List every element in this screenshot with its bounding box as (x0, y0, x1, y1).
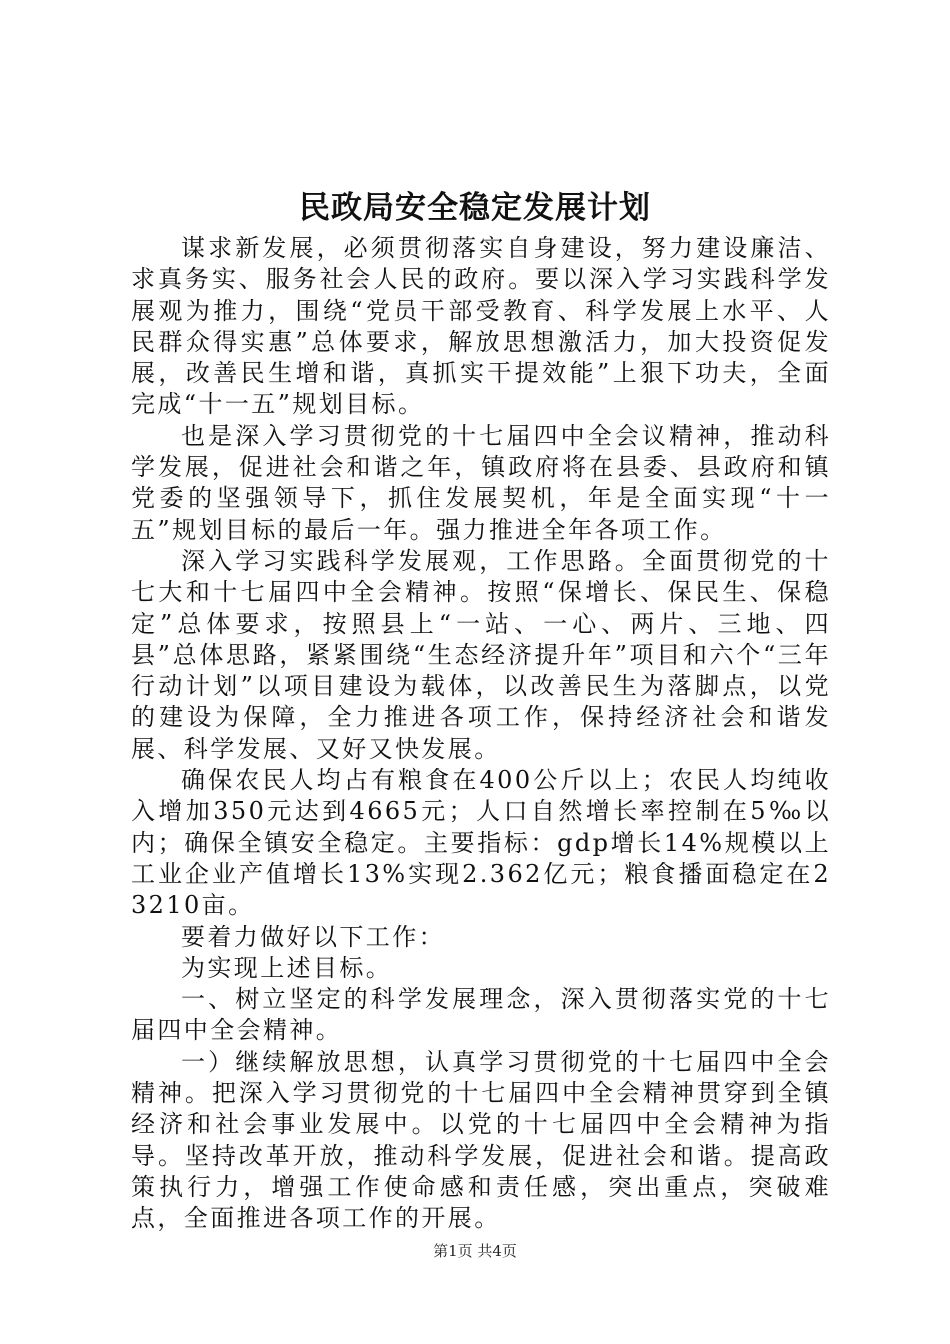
document-title: 民政局安全稳定发展计划 (299, 190, 651, 226)
paragraph-tasks-lead: 要着力做好以下工作： (181, 922, 445, 951)
paragraph-goal-lead: 为实现上述目标。 (181, 953, 393, 982)
paragraph-work-approach: 深入学习实践科学发展观，工作思路。全面贯彻党的十七大和十七届四中全会精神。按照“保增长、保民生、保稳定”总体要求，按照县上“一站、一心、两片、三地、四县”总体思路，紧紧围绕“生态经济提升年”项目和六个“三年行动计划”以项目建设为载体，以改善民生为落脚点，以党的建设为保障，全力推进各项工作，保持经济社会和谐发展、科学发展、又好又快发展。 (131, 546, 831, 763)
document-body (131, 233, 831, 1235)
paragraph-year-background: 也是深入学习贯彻党的十七届四中全会议精神，推动科学发展，促进社会和谐之年，镇政府将在县委、县政府和镇党委的坚强领导下，抓住发展契机，年是全面实现“十一五”规划目标的最后一年。强力推进全年各项工作。 (131, 421, 831, 544)
subsection-1: 一）继续解放思想，认真学习贯彻党的十七届四中全会精神。把深入学习贯彻党的十七届四中全会精神贯穿到全镇经济和社会事业发展中。以党的十七届四中全会精神为指导。坚持改革开放，推动科学发展，促进社会和谐。提高政策执行力，增强工作使命感和责任感，突出重点，突破难点，全面推进各项工作的开展。 (131, 1047, 831, 1233)
page-footer: 第1页 共4页 (433, 1242, 517, 1260)
section-heading-1: 一、树立坚定的科学发展理念，深入贯彻落实党的十七届四中全会精神。 (131, 985, 831, 1045)
paragraph-main-indicators: 确保农民人均占有粮食在400公斤以上；农民人均纯收入增加350元达到4665元；人口自然增长率控制在5‰以内；确保全镇安全稳定。主要指标：gdp增长14%规模以上工业企业产值增长13%实现2.362亿元；粮食播面稳定在23210亩。 (131, 766, 831, 920)
paragraph-intro: 谋求新发展，必须贯彻落实自身建设，努力建设廉洁、求真务实、服务社会人民的政府。要以深入学习实践科学发展观为推力，围绕“党员干部受教育、科学发展上水平、人民群众得实惠”总体要求，解放思想激活力，加大投资促发展，改善民生增和谐，真抓实干提效能”上狠下功夫，全面完成“十一五”规划目标。 (131, 234, 831, 419)
